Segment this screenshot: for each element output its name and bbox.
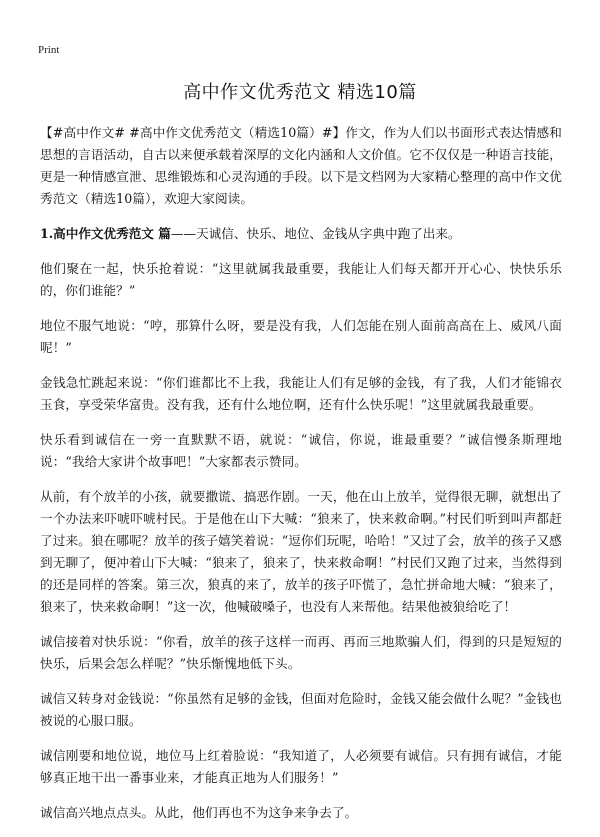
intro-paragraph: 【#高中作文# #高中作文优秀范文（精选10篇）#】作文，作为人们以书面形式表达情感和思想的言语活动，自古以来便承载着深厚的文化内涵和人文价值。它不仅仅是一种语言技能，更是一种情感宣泄、思维锻炼和心灵沟通的手段。以下是文档网为大家精心整理的高中作文优秀范文（精选10篇），欢迎大家阅读。 <box>40 125 562 206</box>
paragraph: 诚信又转身对金钱说：“你虽然有足够的金钱，但面对危险时，金钱又能会做什么呢？”金钱也被说的心服口服。 <box>40 691 562 728</box>
print-link[interactable]: Print <box>38 44 60 56</box>
section-heading-subtitle: ——天诚信、快乐、地位、金钱从字典中跑了出来。 <box>170 226 461 241</box>
paragraph: 快乐看到诚信在一旁一直默默不语，就说：“诚信，你说，谁最重要？”诚信慢条斯理地说：“我给大家讲个故事吧！”大家都表示赞同。 <box>40 432 562 469</box>
article-body <box>40 122 562 837</box>
paragraph: 诚信刚要和地位说，地位马上红着脸说：“我知道了，人必须要有诚信。只有拥有诚信，才能够真正地干出一番事业来，才能真正地为人们服务！” <box>40 748 562 785</box>
paragraph: 他们聚在一起，快乐抢着说：“这里就属我最重要，我能让人们每天都开开心心、快快乐乐的，你们谁能？” <box>40 261 562 298</box>
paragraph: 地位不服气地说：“哼，那算什么呀，要是没有我，人们怎能在别人面前高高在上、威风八面呢！” <box>40 318 562 355</box>
paragraph: 从前，有个放羊的小孩，就要撒谎、搞恶作剧。一天，他在山上放羊，觉得很无聊，就想出了一个办法来吓唬吓唬村民。于是他在山下大喊：“狼来了，快来救命啊。”村民们听到叫声都赶了过来。狼在哪呢？放羊的孩子嬉笑着说：“逗你们玩呢，哈哈！”又过了会，放羊的孩子又感到无聊了，便冲着山下大喊：“狼来了，狼来了，快来救命啊！”村民们又跑了过来，当然得到的还是同样的答案。第三次，狼真的来了，放羊的孩子吓慌了，急忙拼命地大喊：“狼来了，狼来了，快来救命啊！”这一次，他喊破嗓子，也没有人来帮他。结果他被狼给吃了！ <box>40 489 562 614</box>
section-heading-title: 1.高中作文优秀范文 篇 <box>40 226 171 241</box>
paragraph: 诚信接着对快乐说：“你看，放羊的孩子这样一而再、再而三地欺骗人们，得到的只是短短的快乐，后果会怎么样呢？”快乐惭愧地低下头。 <box>40 634 562 671</box>
paragraph: 诚信高兴地点点头。从此，他们再也不为这争来争去了。 <box>40 805 358 820</box>
section-heading <box>40 223 562 245</box>
paragraph: 金钱急忙跳起来说：“你们谁都比不上我，我能让人们有足够的金钱，有了我，人们才能锦衣玉食，享受荣华富贵。没有我，还有什么地位啊，还有什么快乐呢！”这里就属我最重要。 <box>40 375 562 412</box>
page-title: 高中作文优秀范文 精选10篇 <box>183 82 417 103</box>
